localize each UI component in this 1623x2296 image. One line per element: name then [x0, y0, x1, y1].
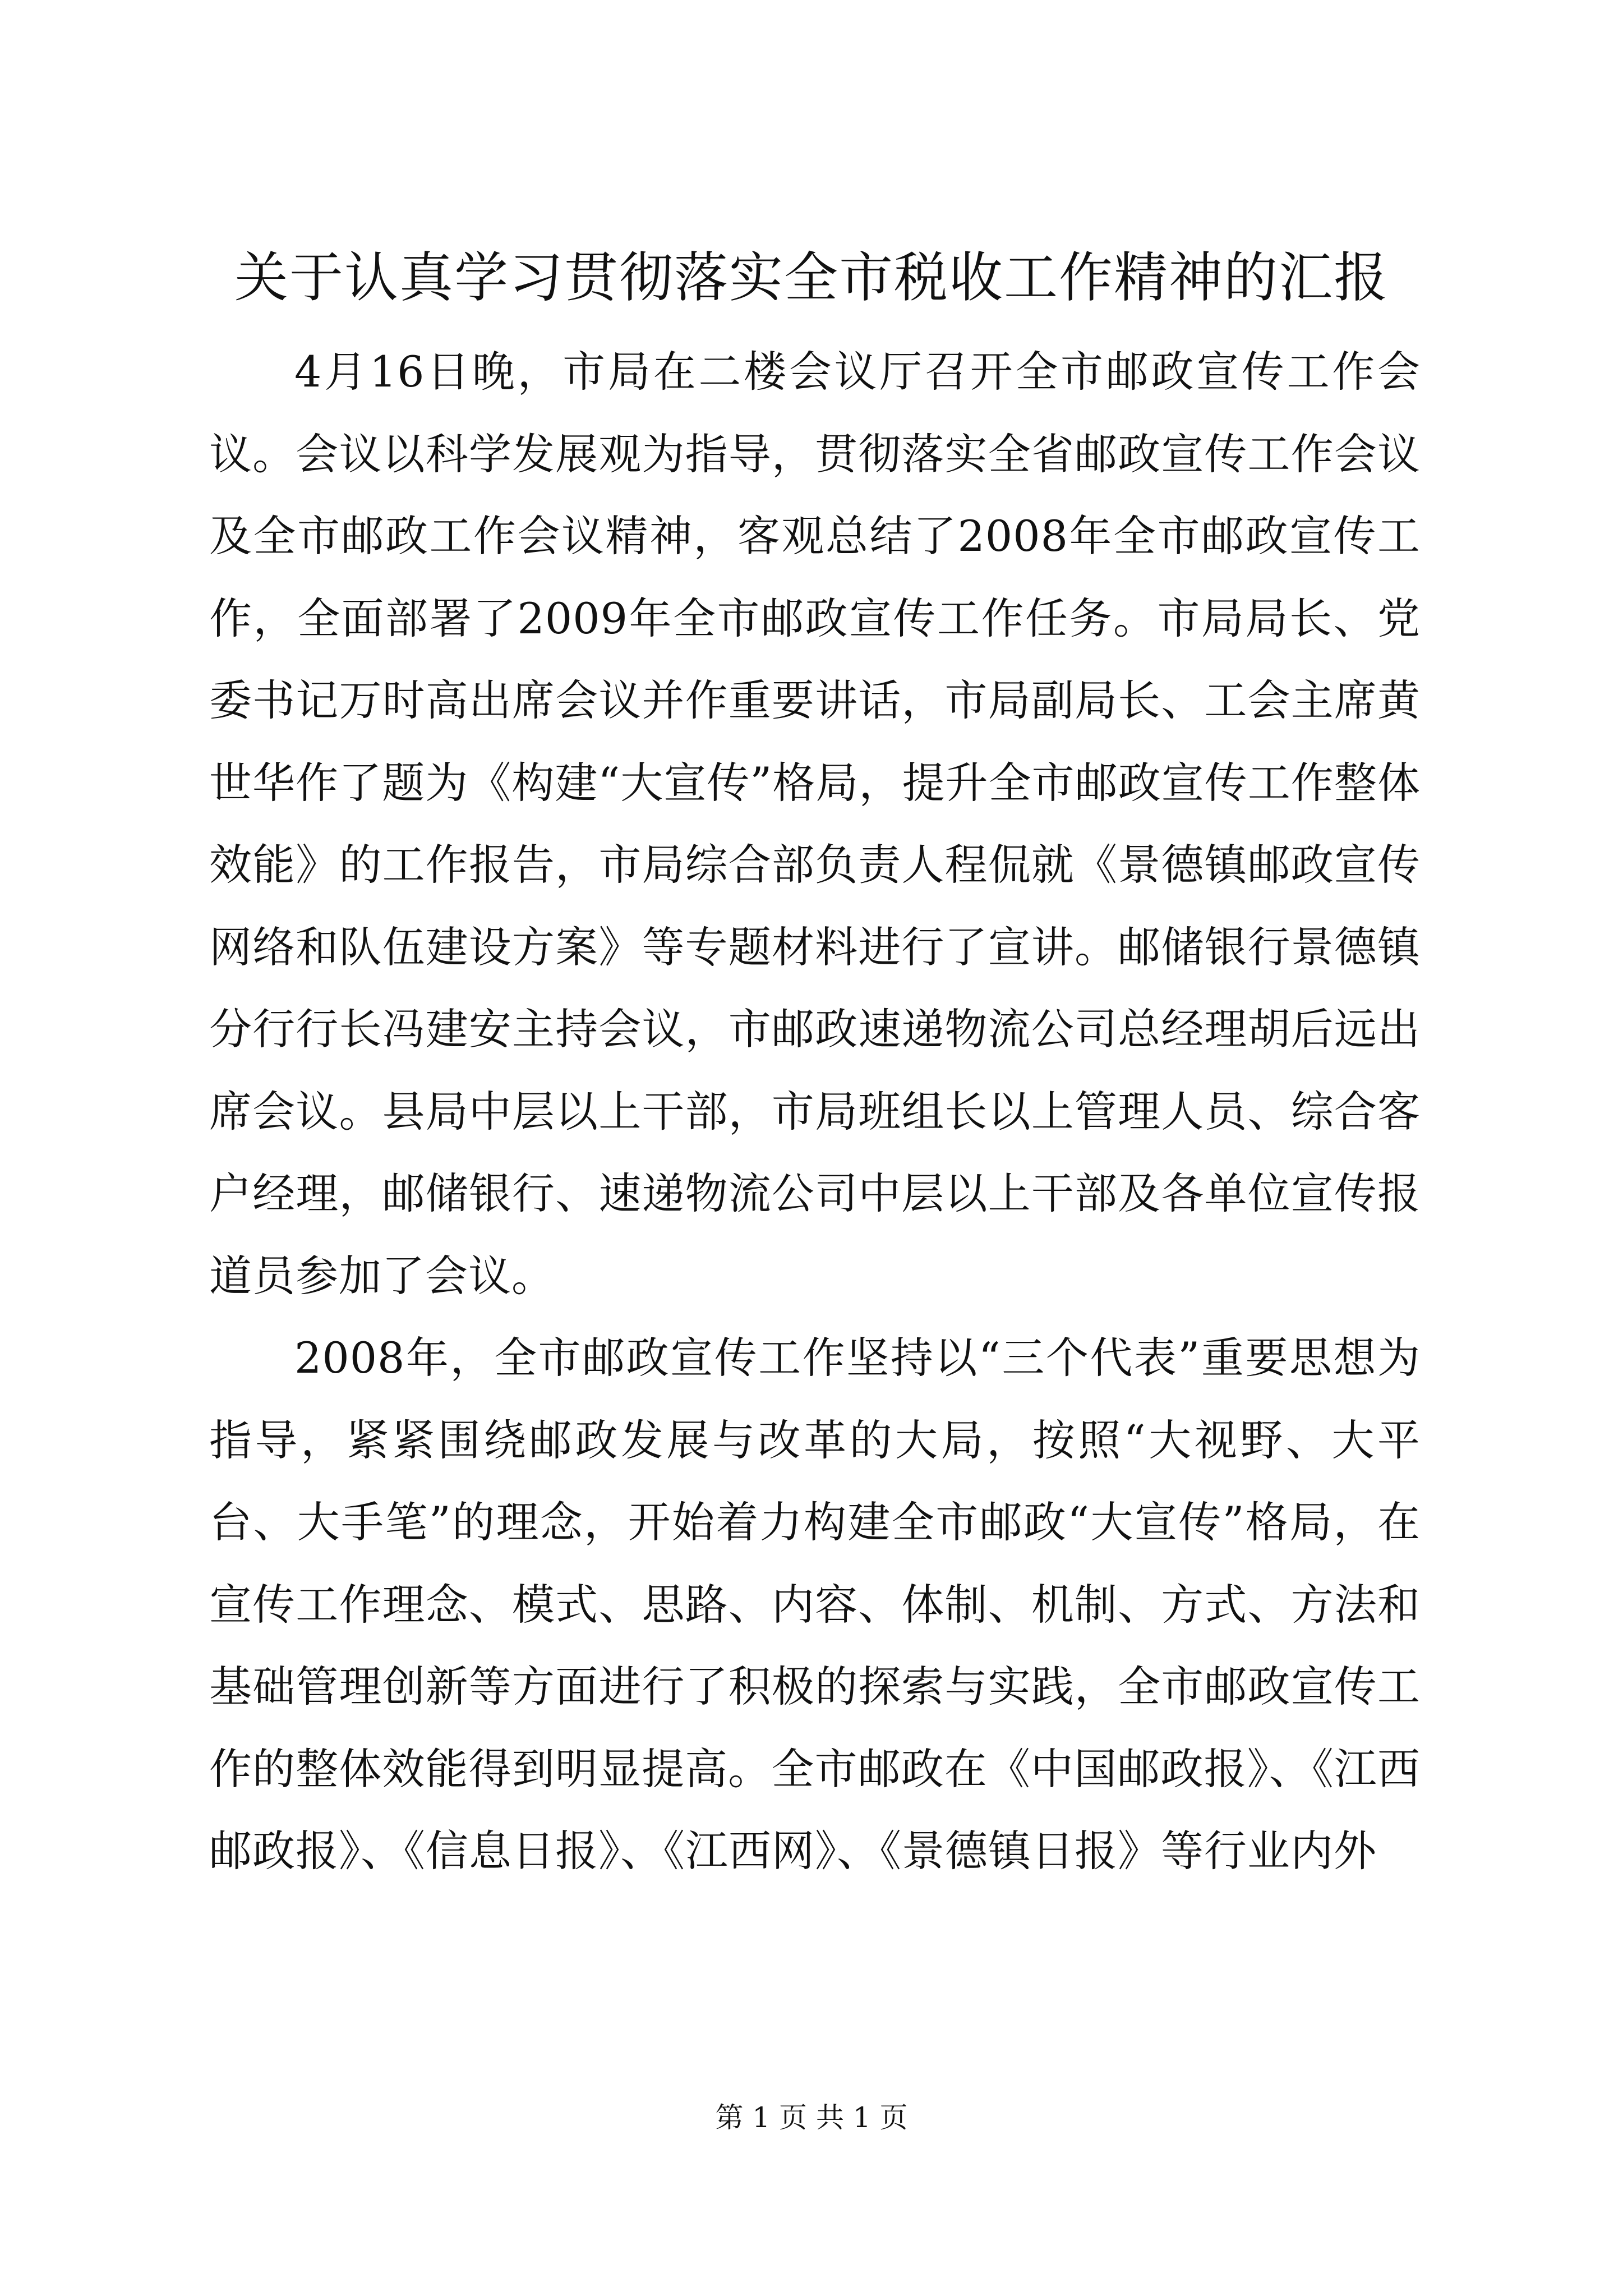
page-footer: 第 1 页 共 1 页 — [715, 2101, 908, 2134]
paragraph-1: 4月16日晚，市局在二楼会议厅召开全市邮政宣传工作会议。会议以科学发展观为指导，贯彻落实全省邮政宣传工作会议及全市邮政工作会议精神，客观总结了2008年全市邮政宣传工作，全面部署了2009年全市邮政宣传工作任务。市局局长、党委书记万时高出席会议并作重要讲话，市局副局长、工会主席黄世华作了题为《构建“大宣传”格局，提升全市邮政宣传工作整体效能》的工作报告，市局综合部负责人程侃就《景德镇邮政宣传网络和队伍建设方案》等专题材料进行了宣讲。邮储银行景德镇分行行长冯建安主持会议，市邮政速递物流公司总经理胡后远出席会议。县局中层以上干部，市局班组长以上管理人员、综合客户经理，邮储银行、速递物流公司中层以上干部及各单位宣传报道员参加了会议。 — [209, 347, 1421, 1301]
paragraph-2: 2008年，全市邮政宣传工作坚持以“三个代表”重要思想为指导，紧紧围绕邮政发展与改革的大局，按照“大视野、大平台、大手笔”的理念，开始着力构建全市邮政“大宣传”格局，在宣传工作理念、模式、思路、内容、体制、机制、方式、方法和基础管理创新等方面进行了积极的探索与实践，全市邮政宣传工作的整体效能得到明显提高。全市邮政在《中国邮政报》、《江西邮政报》、《信息日报》、《江西网》、《景德镇日报》等行业内外 — [209, 1333, 1421, 1876]
document-body — [209, 331, 1421, 1893]
document-title: 关于认真学习贯彻落实全市税收工作精神的汇报 — [234, 246, 1389, 309]
